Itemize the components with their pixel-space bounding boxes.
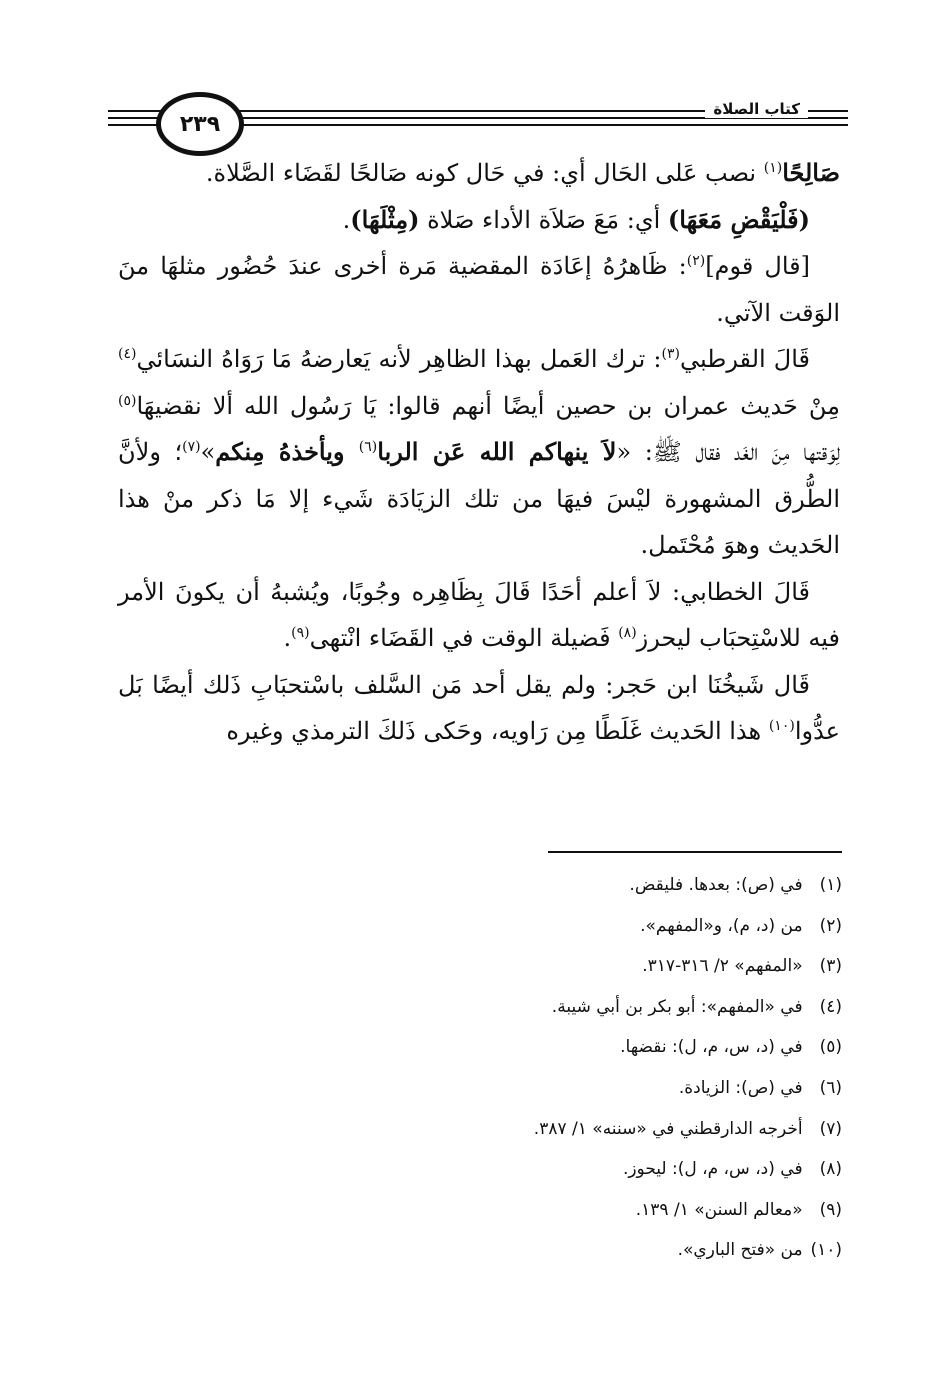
footnote-number: (٩): [819, 1199, 842, 1220]
footnote-item: [300, 1149, 842, 1190]
footnote-text: من «فتح الباري».: [677, 1240, 803, 1261]
footnote-text: «معالم السنن» ١/ ١٣٩.: [635, 1199, 803, 1220]
footnote-ref[interactable]: (٦): [358, 439, 378, 455]
footnote-item: [300, 1068, 842, 1109]
footnote-number: (٣): [819, 956, 842, 977]
main-text: [118, 150, 840, 755]
hadith-quote: ويأخذهُ مِنكم: [215, 437, 359, 466]
footnote-item: [300, 1190, 842, 1231]
running-title: كتاب الصلاة: [705, 100, 808, 118]
footnote-ref[interactable]: (١٠): [768, 718, 795, 734]
footnote-ref[interactable]: (٧): [182, 439, 201, 455]
text-run: : ظَاهرُهُ إعَادَة المقضية مَرة أخرى عندَ حُضُور مثلهَا منَ الوَقت الآتي.: [118, 252, 840, 327]
footnote-text: في (ص): الزيادة.: [678, 1077, 803, 1098]
footnote-item: [300, 1027, 842, 1068]
footnote-text: في (ص): بعدها. فليقض.: [629, 875, 803, 895]
footnotes: [300, 865, 842, 1271]
text-run: فَضيلة الوقت في القَضَاء انْتهى: [309, 624, 619, 652]
footnote-ref[interactable]: (٤): [118, 346, 137, 362]
footnote-number: (٥): [819, 1037, 842, 1058]
text-run: لِوَقتها مِنَ الغَد فقال ﷺ: «: [616, 438, 840, 466]
text-run: .: [283, 624, 292, 652]
footnote-number: (٧): [819, 1118, 842, 1139]
quoted-word: صَالِحًا: [782, 158, 840, 187]
text-run: هذا الحَديث غَلَطًا مِن رَاويه، وحَكى ذَلكَ الترمذي وغيره: [226, 717, 769, 745]
text-run: »: [200, 438, 216, 466]
footnote-ref[interactable]: (٨): [618, 625, 637, 641]
footnote-separator: [548, 851, 842, 853]
quoted-phrase: (مِثْلَهَا): [350, 204, 420, 234]
text-run: قَال شَيخُنَا ابن حَجر: ولم يقل أحد مَن السَّلف باسْتحبَابِ ذَلك أيضًا بَل عدُّوا: [118, 670, 840, 745]
hadith-quote: لاَ ينهاكم الله عَن الربا: [377, 437, 617, 466]
footnote-item: [300, 987, 842, 1028]
footnote-text: في «المفهم»: أبو بكر بن أبي شيبة.: [551, 996, 803, 1017]
footnote-number: (٢): [819, 915, 842, 936]
text-run: قَالَ الخطابي: لاَ أعلم أحَدًا قَالَ بِظَاهِره وجُوبًا، ويُشبهُ أن يكونَ الأمر فيه للاسْتِحبَاب ليحرز: [118, 577, 840, 652]
paragraph-4: [118, 336, 840, 569]
paragraph-5: [118, 569, 840, 662]
footnote-ref[interactable]: (٢): [686, 253, 706, 269]
paragraph-2: [118, 197, 840, 244]
footnote-item: [300, 1230, 842, 1271]
text-run: مِنْ حَديث عمران بن حصين أيضًا أنهم قالوا: يَا رَسُول الله ألا نقضيهَا: [136, 391, 840, 420]
footnote-item: [300, 865, 842, 906]
footnote-number: (١٠): [810, 1240, 842, 1261]
footnote-ref[interactable]: (٩): [291, 625, 310, 641]
footnote-number: (١): [819, 875, 842, 895]
text-run: نصب عَلى الحَال أي: في حَال كونه صَالحًا لقَضَاء الصَّلاة.: [205, 159, 764, 187]
paragraph-1: [118, 150, 840, 197]
text-run: ؛ ولأنَّ الطُّرق المشهورة ليْسَ فيهَا من تلك الزيَادَة شَيء إلا مَا ذكر منْ هذا الحَديث وهوَ مُحْتَمل.: [118, 438, 840, 559]
paragraph-6: [118, 662, 840, 755]
text-run: أي: مَعَ صَلاَة الأداء صَلاة: [419, 205, 668, 234]
quoted-phrase: (فَلْيَقْضِ مَعَهَا): [667, 204, 810, 234]
footnote-text: أخرجه الدارقطني في «سننه» ١/ ٣٨٧.: [533, 1118, 803, 1139]
footnote-ref[interactable]: (١): [763, 160, 783, 176]
footnote-item: [300, 1109, 842, 1150]
footnote-number: (٦): [819, 1077, 842, 1098]
text-run: .: [342, 205, 351, 234]
footnote-item: [300, 906, 842, 947]
footnote-item: [300, 946, 842, 987]
text-run: : ترك العَمل بهذا الظاهِر لأنه يَعارضهُ مَا رَوَاهُ النسَائي: [136, 345, 662, 373]
footnote-text: في (د، س، م، ل): ليحوز.: [622, 1159, 803, 1180]
text-run: [قال قوم]: [705, 252, 810, 280]
footnote-text: في (د، س، م، ل): نقضها.: [620, 1037, 803, 1058]
footnote-text: «المفهم» ٢/ ٣١٦-٣١٧.: [642, 956, 803, 977]
footnote-number: (٤): [819, 996, 842, 1017]
paragraph-3: [118, 243, 840, 336]
footnote-text: من (د، م)، و«المفهم».: [640, 915, 803, 936]
footnote-number: (٨): [819, 1159, 842, 1180]
page-header: [108, 92, 848, 152]
text-run: قَالَ القرطبي: [679, 345, 810, 373]
page-number: ٢٣٩: [156, 92, 244, 156]
footnote-ref[interactable]: (٥): [118, 392, 137, 409]
footnote-ref[interactable]: (٣): [661, 346, 680, 362]
